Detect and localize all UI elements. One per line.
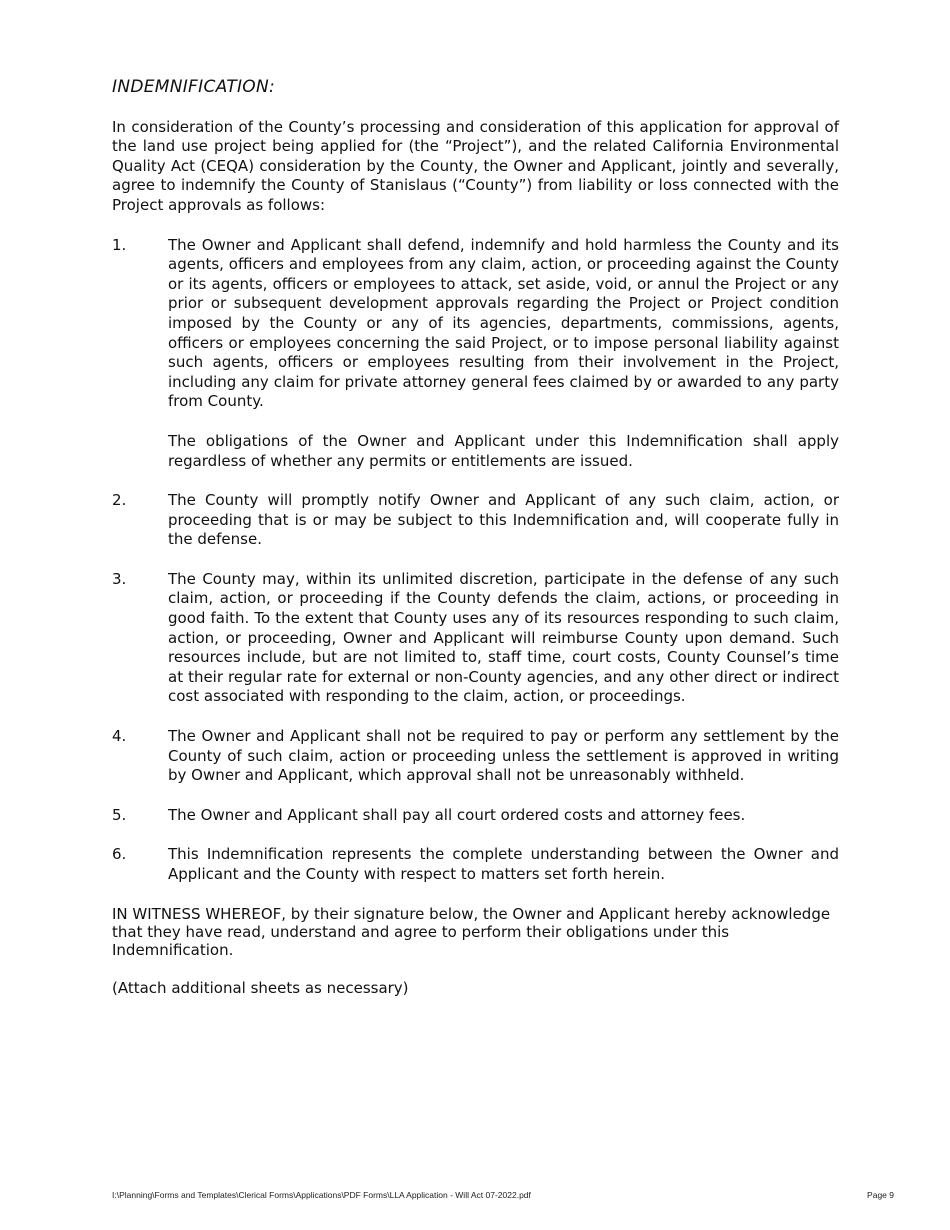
item-number: 4.: [112, 727, 127, 746]
list-item: [112, 236, 839, 472]
item-paragraph: This Indemnification represents the complete understanding between the Owner and Applicant and the County with respect to matters set forth herein.: [168, 845, 839, 883]
item-number: 6.: [112, 845, 127, 864]
item-number: 3.: [112, 569, 127, 588]
section-heading: INDEMNIFICATION:: [112, 77, 276, 97]
indemnification-list: [112, 236, 839, 885]
list-item: [112, 727, 839, 786]
item-paragraph: The County may, within its unlimited discretion, participate in the defense of any such claim, action, or proceeding if the County defends the claim, actions, or proceeding in good faith. To the extent that County uses any of its resources responding to such claim, action, or proceeding, Owner and Applicant will reimburse County upon demand. Such resources include, but are not limited to, staff time, court costs, County Counsel’s time at their regular rate for external or non-County agencies, and any other direct or indirect cost associated with responding to the claim, action, or proceedings.: [168, 569, 839, 706]
witness-statement: IN WITNESS WHEREOF, by their signature below, the Owner and Applicant hereby acknowledge that they have read, understand and agree to perform their obligations under this Indemnification.: [112, 904, 831, 959]
item-paragraph: The County will promptly notify Owner and Applicant of any such claim, action, or proceeding that is or may be subject to this Indemnification and, will cooperate fully in the defense.: [168, 491, 839, 549]
item-body: [168, 727, 839, 786]
item-paragraph: The Owner and Applicant shall pay all court ordered costs and attorney fees.: [168, 805, 746, 824]
item-body: [168, 806, 839, 826]
intro-paragraph: In consideration of the County’s processing and consideration of this application for approval of the land use project being applied for (the “Project”), and the related California Environmental Quality Act (CEQA) consideration by the County, the Owner and Applicant, jointly and severally, agree to indemnify the County of Stanislaus (“County”) from liability or loss connected with the Project approvals as follows:: [112, 117, 839, 214]
item-body: [168, 845, 839, 884]
footer-file-path: I:\Planning\Forms and Templates\Clerical Forms\Applications\PDF Forms\LLA Application - Will Act 07-2022.pdf: [112, 1190, 531, 1200]
item-number: 1.: [112, 235, 127, 254]
item-number: 5.: [112, 805, 127, 824]
item-number: 2.: [112, 491, 127, 510]
list-item: [112, 570, 839, 707]
footer-page-number: Page 9: [867, 1190, 894, 1200]
document-content: [112, 78, 839, 998]
list-item: [112, 845, 839, 884]
item-paragraph: The obligations of the Owner and Applicant under this Indemnification shall apply regardless of whether any permits or entitlements are issued.: [168, 431, 839, 470]
item-body: [168, 570, 839, 707]
list-item: [112, 491, 839, 550]
list-item: [112, 806, 839, 826]
attach-note: (Attach additional sheets as necessary): [112, 978, 409, 997]
item-body: [168, 236, 839, 472]
item-paragraph: The Owner and Applicant shall defend, indemnify and hold harmless the County and its agents, officers and employees from any claim, action, or proceeding against the County or its agents, officers or employees to attack, set aside, void, or annul the Project or any prior or subsequent development approvals regarding the Project or Project condition imposed by the County or any of its agencies, departments, commissions, agents, officers or employees concerning the said Project, or to impose personal liability against such agents, officers or employees resulting from their involvement in the Project, including any claim for private attorney general fees claimed by or awarded to any party from County.: [168, 235, 839, 411]
item-paragraph: The Owner and Applicant shall not be required to pay or perform any settlement by the County of such claim, action or proceeding unless the settlement is approved in writing by Owner and Applicant, which approval shall not be unreasonably withheld.: [168, 727, 839, 785]
item-body: [168, 491, 839, 550]
